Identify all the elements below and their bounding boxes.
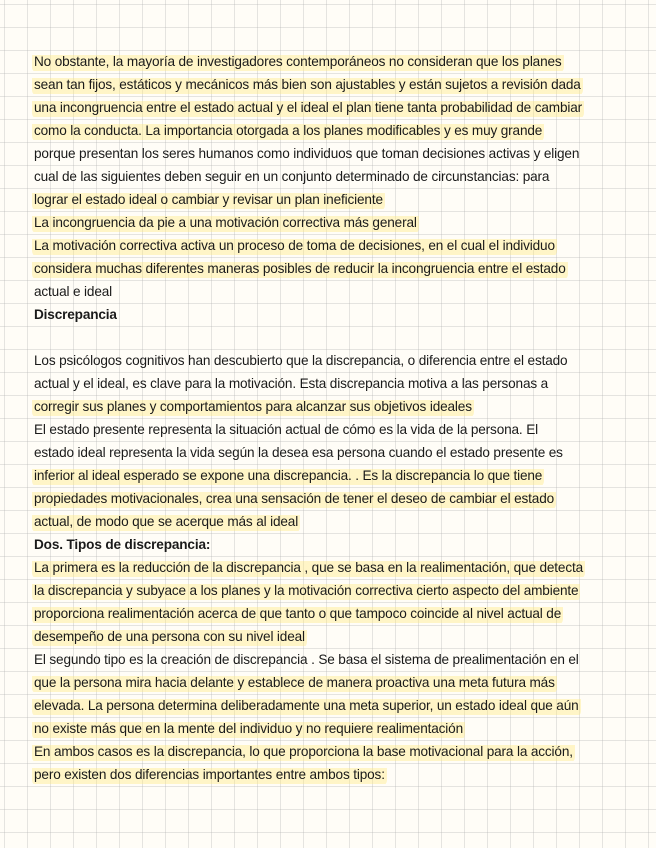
text-line: En ambos casos es la discrepancia, lo que proporciona la base motivacional para la acción,	[32, 740, 575, 763]
spacer	[34, 326, 626, 349]
text-line: desempeño de una persona con su nivel ideal	[32, 625, 307, 648]
paragraph-ambos-casos	[34, 740, 626, 786]
heading-discrepancia: Discrepancia	[34, 307, 117, 322]
text-line: la discrepancia y subyace a los planes y la motivación correctiva cierto aspecto del ambiente	[32, 579, 580, 602]
paragraph-reduccion	[34, 556, 626, 648]
paragraph-psicologos	[34, 349, 626, 418]
paragraph-estado-presente	[34, 418, 626, 533]
paragraph-incongruencia	[34, 211, 626, 234]
text-line: La motivación correctiva activa un proceso de toma de decisiones, en el cual el individuo	[32, 234, 557, 257]
text-line: actual, de modo que se acerque más al ideal	[32, 510, 300, 533]
text-line: Los psicólogos cognitivos han descubierto que la discrepancia, o diferencia entre el estado	[34, 353, 568, 368]
text-line: que la persona mira hacia delante y establece de manera proactiva una meta futura más	[32, 671, 557, 694]
text-line: No obstante, la mayoría de investigadores contemporáneos no consideran que los planes	[32, 50, 564, 73]
text-line: La primera es la reducción de la discrepancia , que se basa en la realimentación, que detecta	[32, 556, 585, 579]
heading-tipos-discrepancia: Dos. Tipos de discrepancia:	[34, 537, 211, 552]
note-page	[34, 50, 626, 786]
text-line: como la conducta. La importancia otorgada a los planes modificables y es muy grande	[32, 119, 544, 142]
text-line: actual y el ideal, es clave para la motivación. Esta discrepancia motiva a las personas a	[34, 376, 549, 391]
text-line: inferior al ideal esperado se expone una discrepancia. . Es la discrepancia lo que tiene	[32, 464, 544, 487]
paragraph-creacion	[34, 648, 626, 740]
text-line: sean tan fijos, estáticos y mecánicos más bien son ajustables y están sujetos a revisión dada	[32, 73, 583, 96]
text-line: cual de las siguientes deben seguir en un conjunto determinado de circunstancias: para	[34, 169, 550, 184]
paragraph-planes	[34, 50, 626, 211]
text-line: El estado presente representa la situación actual de cómo es la vida de la persona. El	[34, 422, 538, 437]
text-line: no existe más que en la mente del individuo y no requiere realimentación	[32, 717, 465, 740]
text-line: una incongruencia entre el estado actual y el ideal el plan tiene tanta probabilidad de cambiar	[32, 96, 584, 119]
text-line: elevada. La persona determina deliberadamente una meta superior, un estado ideal que aún	[32, 694, 581, 717]
text-line: actual e ideal	[34, 284, 113, 299]
text-line: El segundo tipo es la creación de discrepancia . Se basa el sistema de prealimentación en el	[34, 652, 579, 667]
text-line: estado ideal representa la vida según la desea esa persona cuando el estado presente es	[34, 445, 563, 460]
paragraph-motivacion-correctiva	[34, 234, 626, 303]
text-line: propiedades motivacionales, crea una sensación de tener el deseo de cambiar el estado	[32, 487, 556, 510]
text-line: considera muchas diferentes maneras posibles de reducir la incongruencia entre el estado	[32, 257, 568, 280]
text-line: lograr el estado ideal o cambiar y revisar un plan ineficiente	[32, 188, 385, 211]
text-line: pero existen dos diferencias importantes entre ambos tipos:	[32, 763, 387, 786]
text-line: La incongruencia da pie a una motivación correctiva más general	[32, 211, 419, 234]
text-line: proporciona realimentación acerca de que tanto o que tampoco coincide al nivel actual de	[32, 602, 563, 625]
text-line: porque presentan los seres humanos como individuos que toman decisiones activas y eligen	[34, 146, 580, 161]
text-line: corregir sus planes y comportamientos para alcanzar sus objetivos ideales	[32, 395, 474, 418]
